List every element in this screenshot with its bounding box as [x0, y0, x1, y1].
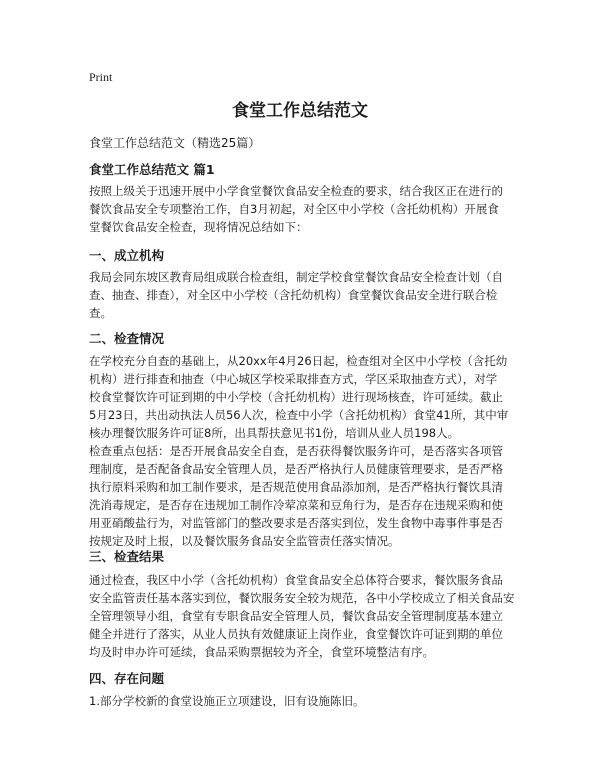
section-paragraph — [89, 352, 515, 442]
paragraph-line: 餐饮食品安全专项整治工作，自3月初起，对全区中小学校（含托幼机构）开展食 — [89, 202, 499, 216]
paragraph-line: 1.部分学校新的食堂设施正立项建设，旧有设施陈旧。 — [89, 694, 365, 708]
section-paragraph — [89, 268, 515, 322]
paragraph-line: 按照上级关于迅速开展中小学食堂餐饮食品安全检查的要求，结合我区正在进行的 — [89, 184, 503, 198]
paragraph-line: 校食堂餐饮许可证到期的中小学校（含托幼机构）进行现场核查，许可延续。截止 — [89, 390, 503, 404]
document-subtitle: 食堂工作总结范文（精选25篇） — [89, 136, 261, 150]
paragraph-line: 用亚硝酸盐行为，对监管部门的整改要求是否落实到位，发生食物中毒事件事是否 — [89, 516, 503, 530]
paragraph-line: 健全并进行了落实，从业人员执有效健康证上岗作业，食堂餐饮许可证到期的单位 — [89, 627, 503, 641]
document-title: 食堂工作总结范文 — [232, 101, 368, 121]
section-paragraph — [89, 442, 515, 550]
paragraph-line: 我局会同东坡区教育局组成联合检查组，制定学校食堂餐饮食品安全检查计划（自 — [89, 270, 503, 284]
paragraph-line: 安全监管责任基本落实到位，餐饮服务安全较为规范，各中小学校成立了相关食品安 — [89, 591, 515, 605]
paragraph-line: 洗消毒规定，是否存在违规加工制作冷荤凉菜和豆角行为，是否存在违规采购和使 — [89, 498, 503, 512]
paragraph-line: 核办理餐饮服务许可证8所，出具帮扶意见书1份，培训从业人员198人。 — [89, 426, 460, 440]
section-paragraph — [89, 571, 515, 661]
section-paragraph — [89, 692, 515, 710]
section-heading-inspection: 二、检查情况 — [89, 331, 165, 346]
section-heading-establish: 一、成立机构 — [89, 248, 165, 263]
section-heading-issues: 四、存在问题 — [89, 671, 165, 686]
article-heading: 食堂工作总结范文 篇1 — [89, 162, 215, 177]
paragraph-line: 理制度，是否配备食品安全管理人员，是否严格执行人员健康管理要求，是否严格 — [89, 462, 503, 476]
paragraph-line: 在学校充分自查的基础上，从20xx年4月26日起，检查组对全区中小学校（含托幼 — [89, 354, 508, 368]
paragraph-line: 均及时申办许可延续，食品采购票据较为齐全，食堂环境整洁有序。 — [89, 645, 434, 659]
print-link[interactable]: Print — [89, 70, 113, 84]
intro-paragraph — [89, 182, 515, 236]
paragraph-line: 查、抽查、排查），对全区中小学校（含托幼机构）食堂餐饮食品安全进行联合检 — [89, 288, 498, 302]
paragraph-line: 机构）进行排查和抽查（中心城区学校采取排查方式，学区采取抽查方式），对学 — [89, 372, 498, 386]
paragraph-line: 查。 — [89, 306, 112, 320]
paragraph-line: 检查重点包括：是否开展食品安全自查，是否获得餐饮服务许可，是否落实各项管 — [89, 444, 503, 458]
section-heading-result: 三、检查结果 — [89, 549, 165, 564]
paragraph-line: 5月23日，共出动执法人员56人次，检查中小学（含托幼机构）食堂41所，其中审 — [89, 408, 509, 422]
paragraph-line: 执行原料采购和加工制作要求，是否规范使用食品添加剂，是否严格执行餐饮具清 — [89, 480, 503, 494]
paragraph-line: 堂餐饮食品安全检查，现将情况总结如下： — [89, 220, 308, 234]
paragraph-line: 全管理领导小组，食堂有专职食品安全管理人员，餐饮食品安全管理制度基本建立 — [89, 609, 503, 623]
paragraph-line: 按规定及时上报，以及餐饮服务食品安全监管责任落实情况。 — [89, 534, 400, 548]
paragraph-line: 通过检查，我区中小学（含托幼机构）食堂食品安全总体符合要求，餐饮服务食品 — [89, 573, 503, 587]
